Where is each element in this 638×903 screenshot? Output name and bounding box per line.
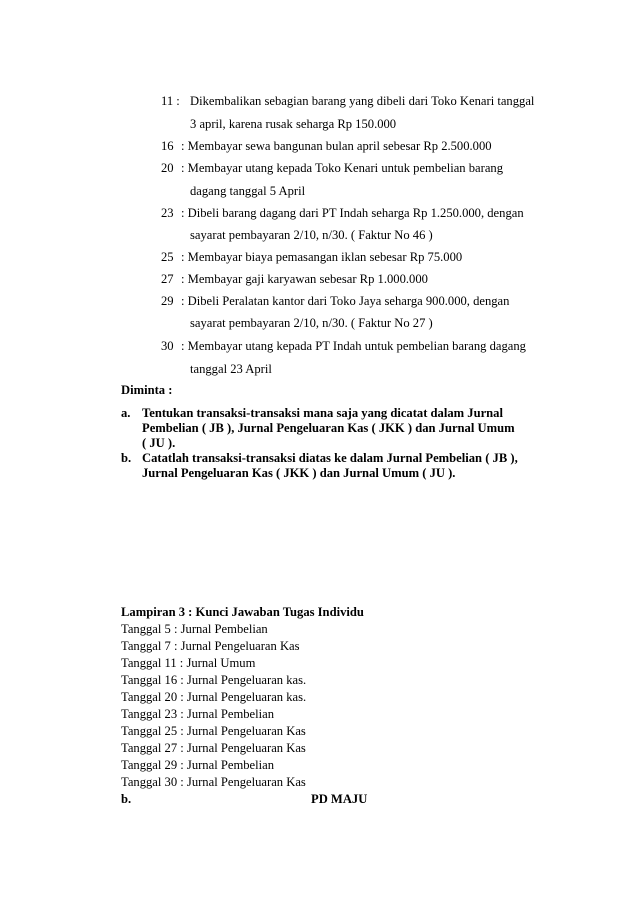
- diminta-heading: Diminta :: [121, 383, 173, 397]
- transaction-day: 11 :: [161, 94, 180, 108]
- answer-row: Tanggal 20 : Jurnal Pengeluaran kas.: [121, 690, 307, 704]
- transaction-text: : Membayar sewa bangunan bulan april sebesar Rp 2.500.000: [181, 139, 492, 153]
- answer-row: Tanggal 16 : Jurnal Pengeluaran kas.: [121, 673, 307, 687]
- transaction-day: 25: [161, 250, 174, 264]
- item-a-text: Pembelian ( JB ), Jurnal Pengeluaran Kas ( JKK ) dan Jurnal Umum: [142, 421, 515, 435]
- transaction-day: 29: [161, 294, 174, 308]
- transaction-day: 16: [161, 139, 174, 153]
- answer-row: Tanggal 5 : Jurnal Pembelian: [121, 622, 268, 636]
- answer-row: Tanggal 23 : Jurnal Pembelian: [121, 707, 275, 721]
- answer-row: Tanggal 11 : Jurnal Umum: [121, 656, 256, 670]
- transaction-day: 27: [161, 272, 174, 286]
- answer-row: Tanggal 7 : Jurnal Pengeluaran Kas: [121, 639, 300, 653]
- transaction-text: : Membayar gaji karyawan sebesar Rp 1.000.000: [181, 272, 428, 286]
- answer-row: Tanggal 30 : Jurnal Pengeluaran Kas: [121, 775, 306, 789]
- transaction-text: sayarat pembayaran 2/10, n/30. ( Faktur No 46 ): [190, 228, 433, 242]
- item-b-label: b.: [121, 451, 132, 465]
- transaction-day: 23: [161, 206, 174, 220]
- answer-row: Tanggal 27 : Jurnal Pengeluaran Kas: [121, 741, 306, 755]
- transaction-text: : Dibeli Peralatan kantor dari Toko Jaya seharga 900.000, dengan: [181, 294, 510, 308]
- item-a-text: ( JU ).: [142, 436, 176, 450]
- item-b-text: Jurnal Pengeluaran Kas ( JKK ) dan Jurnal Umum ( JU ).: [142, 466, 456, 480]
- transaction-text: : Membayar utang kepada Toko Kenari untuk pembelian barang: [181, 161, 504, 175]
- answer-row: Tanggal 25 : Jurnal Pengeluaran Kas: [121, 724, 306, 738]
- transaction-text: dagang tanggal 5 April: [190, 184, 306, 198]
- transaction-text: : Dibeli barang dagang dari PT Indah seharga Rp 1.250.000, dengan: [181, 206, 524, 220]
- company-name: PD MAJU: [311, 792, 368, 806]
- item-b-text: Catatlah transaksi-transaksi diatas ke dalam Jurnal Pembelian ( JB ),: [142, 451, 518, 465]
- transaction-text: : Membayar biaya pemasangan iklan sebesar Rp 75.000: [181, 250, 463, 264]
- part-b-label: b.: [121, 792, 132, 806]
- transaction-text: 3 april, karena rusak seharga Rp 150.000: [190, 117, 397, 131]
- item-a-label: a.: [121, 406, 131, 420]
- transaction-day: 30: [161, 339, 174, 353]
- transaction-text: sayarat pembayaran 2/10, n/30. ( Faktur No 27 ): [190, 316, 433, 330]
- item-a-text: Tentukan transaksi-transaksi mana saja yang dicatat dalam Jurnal: [142, 406, 503, 420]
- answer-row: Tanggal 29 : Jurnal Pembelian: [121, 758, 275, 772]
- transaction-day: 20: [161, 161, 174, 175]
- transaction-text: Dikembalikan sebagian barang yang dibeli dari Toko Kenari tanggal: [190, 94, 535, 108]
- lampiran-heading: Lampiran 3 : Kunci Jawaban Tugas Individu: [121, 605, 364, 619]
- transaction-text: : Membayar utang kepada PT Indah untuk pembelian barang dagang: [181, 339, 526, 353]
- transaction-text: tanggal 23 April: [190, 362, 272, 376]
